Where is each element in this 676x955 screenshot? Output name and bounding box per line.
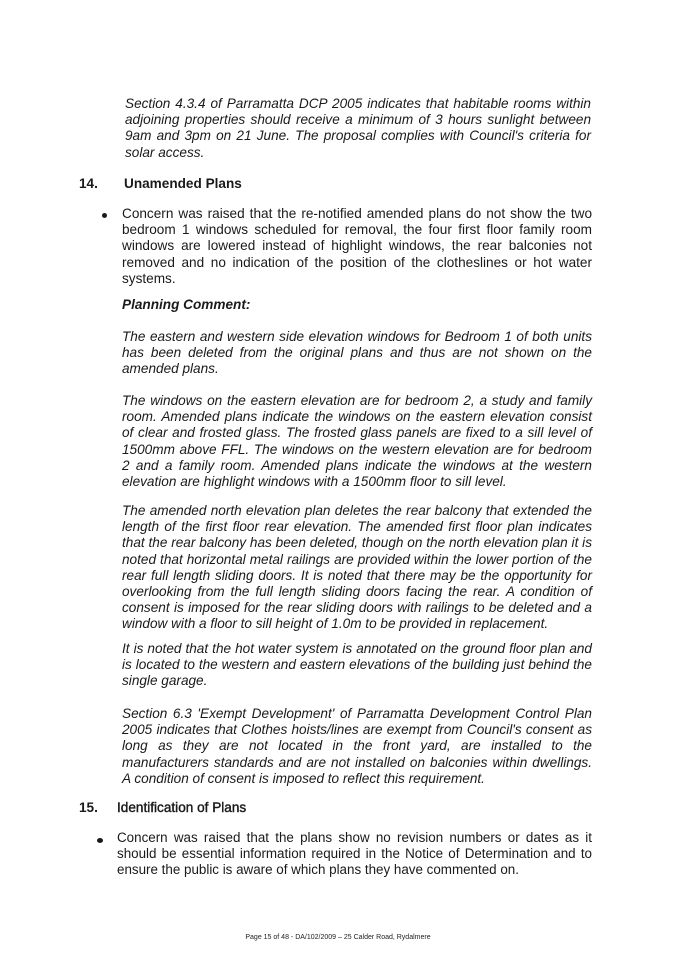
comment-paragraph-windows: The windows on the eastern elevation are for bedroom 2, a study and family room. Amended plans indicate the windows on the eastern elevation consist of clear and frosted glass. The frosted glass panels are fixed to a sill level of 1500mm above FFL. The windows on the western elevation are for bedroom 2 and a family room. Amended plans indicate the windows at the western elevation are highlight windows with a 1500mm floor to sill level. <box>122 393 592 490</box>
solar-access-paragraph: Section 4.3.4 of Parramatta DCP 2005 indicates that habitable rooms within adjoining properties should receive a minimum of 3 hours sunlight between 9am and 3pm on 21 June. The proposal complies with Council's criteria for solar access. <box>125 96 591 160</box>
section-14-bullet-text: Concern was raised that the re-notified amended plans do not show the two bedroom 1 windows scheduled for removal, the four first floor family room windows are lowered instead of highlight windows, the rear balconies not removed and no indication of the position of the clotheslines or hot water systems. <box>122 206 592 286</box>
comment-paragraph-bedroom1: The eastern and western side elevation windows for Bedroom 1 of both units has been deleted from the original plans and thus are not shown on the amended plans. <box>122 329 592 377</box>
bullet-icon <box>102 213 107 218</box>
section-14-heading <box>79 176 379 193</box>
page-footer: Page 15 of 48 - DA/102/2009 – 25 Calder Road, Rydalmere <box>245 934 431 941</box>
comment-paragraph-balcony: The amended north elevation plan deletes the rear balcony that extended the length of the first floor rear elevation. The amended first floor plan indicates that the rear balcony has been deleted, though on the north elevation plan it is noted that horizontal metal railings are provided within the lower portion of the rear full length sliding doors. It is noted that there may be the opportunity for overlooking from the full length sliding doors facing the rear. A condition of consent is imposed for the rear sliding doors with railings to be deleted and a window with a floor to sill height of 1.0m to be provided in replacement. <box>122 503 592 632</box>
section-14-number: 14. <box>79 176 98 191</box>
section-15-heading <box>79 800 379 817</box>
section-15-bullet-text: Concern was raised that the plans show no revision numbers or dates as it should be essential information required in the Notice of Determination and to ensure the public is aware of which plans they have commented on. <box>117 830 592 878</box>
bullet-icon <box>97 838 103 843</box>
section-14-title: Unamended Plans <box>124 176 242 191</box>
planning-comment-heading: Planning Comment: <box>122 297 251 312</box>
section-15-title: Identification of Plans <box>117 800 247 815</box>
comment-paragraph-clothes-hoists: Section 6.3 'Exempt Development' of Parramatta Development Control Plan 2005 indicates that Clothes hoists/lines are exempt from Council's consent as long as they are not located in the front yard, are installed to the manufacturers standards and are not installed on balconies within dwellings. A condition of consent is imposed to reflect this requirement. <box>122 706 592 786</box>
comment-paragraph-hot-water: It is noted that the hot water system is annotated on the ground floor plan and is located to the western and eastern elevations of the building just behind the single garage. <box>122 641 592 689</box>
section-15-number: 15. <box>79 800 98 815</box>
